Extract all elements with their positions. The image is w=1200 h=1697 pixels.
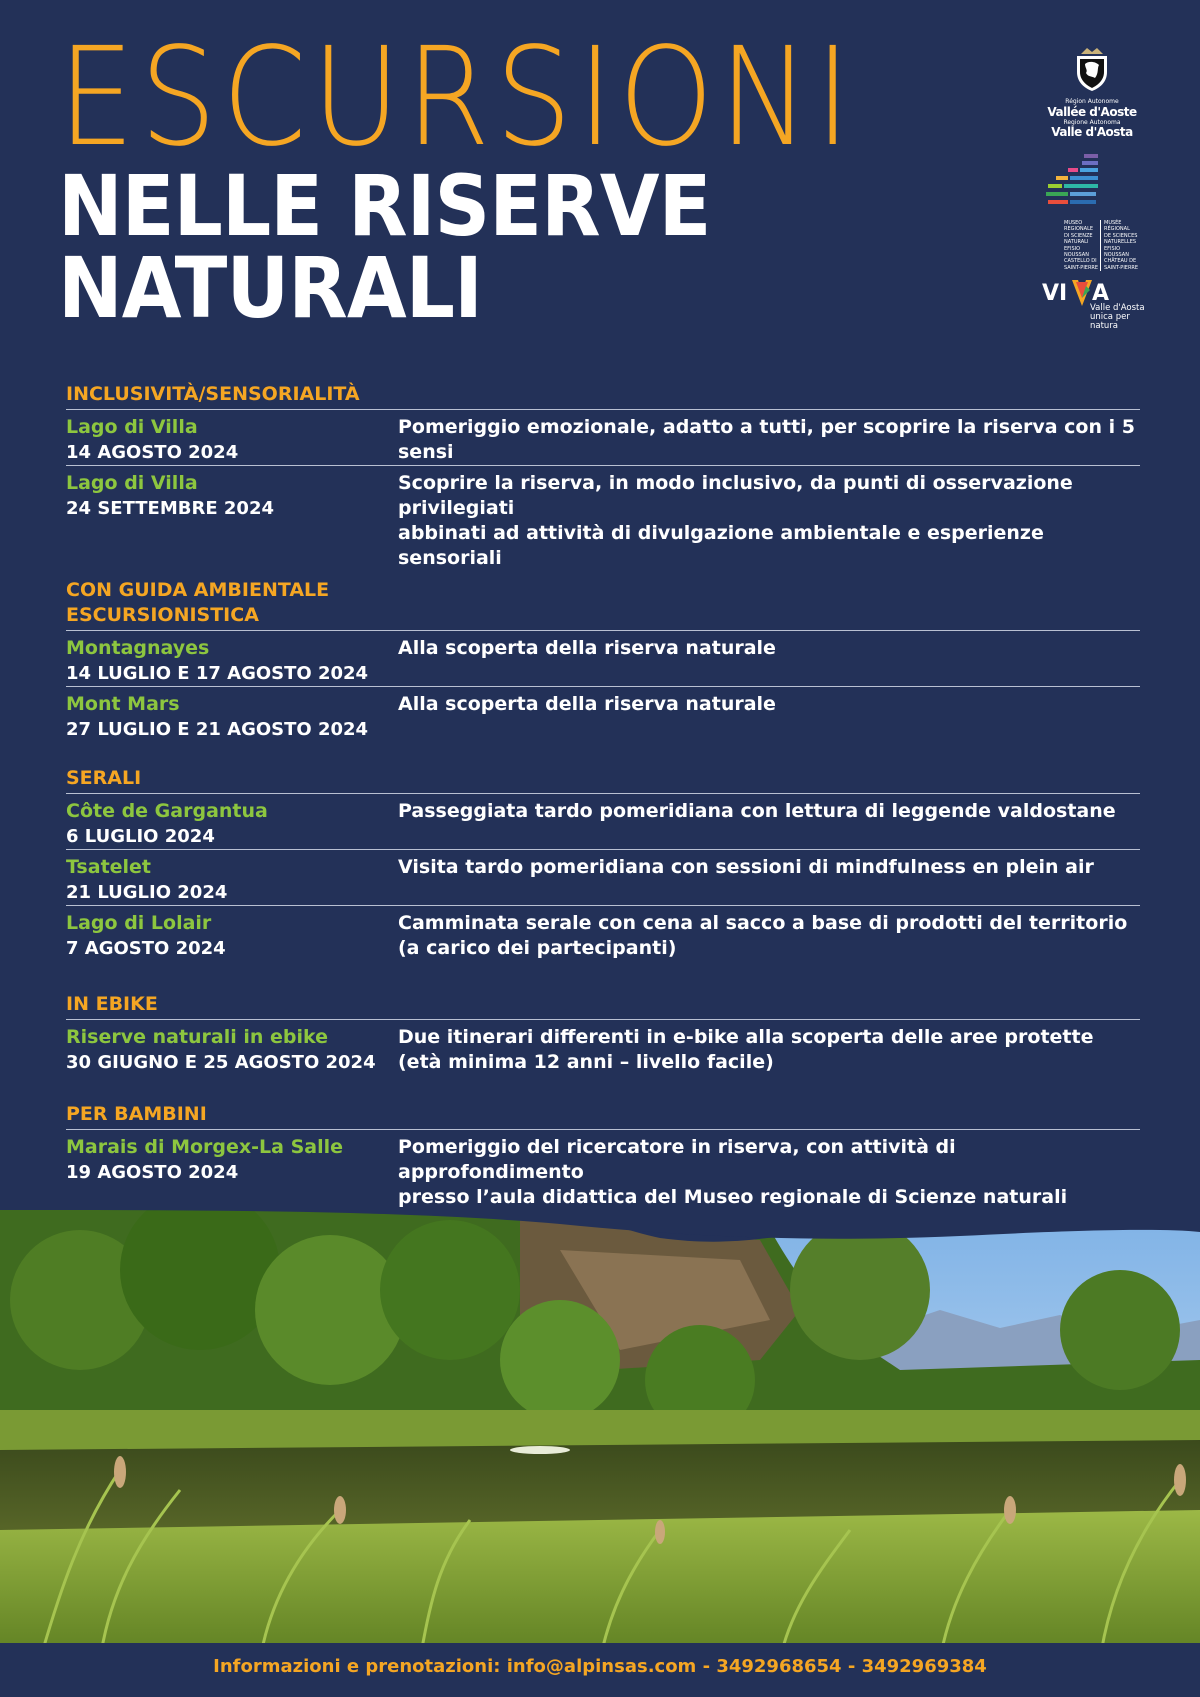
museum-text <box>1064 220 1146 271</box>
museum-fr-8: SAINT-PIERRE <box>1104 264 1139 271</box>
entry-date: 6 LUGLIO 2024 <box>66 826 215 847</box>
list-item <box>66 1129 1140 1210</box>
entry-date: 27 LUGLIO E 21 AGOSTO 2024 <box>66 719 369 740</box>
entry-description-line: Due itinerari differenti in e-bike alla scoperta delle aree protette <box>398 1026 1094 1048</box>
region-logo <box>1046 46 1138 139</box>
list-item <box>66 849 1140 905</box>
entry-description-line: Passeggiata tardo pomeridiana con lettura di leggende valdostane <box>398 800 1116 822</box>
entry-description <box>398 1025 1140 1075</box>
section-title <box>66 574 1140 630</box>
entry-date: 21 LUGLIO 2024 <box>66 882 228 903</box>
list-item <box>66 686 1140 742</box>
entry-place: Mont Mars <box>66 693 180 715</box>
section-guida-ambientale <box>66 574 1140 762</box>
entry-place: Riserve naturali in ebike <box>66 1026 329 1048</box>
museum-it-4: NATURALI <box>1064 239 1089 246</box>
region-line-2: Vallée d'Aoste <box>1047 105 1137 119</box>
museum-fr-6: NOUSSAN <box>1104 252 1129 259</box>
viva-logo <box>1042 276 1152 330</box>
museum-fr-1: MUSÉE <box>1104 220 1122 226</box>
list-item <box>66 409 1140 465</box>
entry-date: 14 AGOSTO 2024 <box>66 442 239 463</box>
museum-fr-4: NATURELLES <box>1104 239 1137 246</box>
list-item <box>66 1019 1140 1075</box>
entry-description-line: Camminata serale con cena al sacco a base di prodotti del territorio <box>398 912 1128 934</box>
entry-place: Lago di Villa <box>66 416 198 438</box>
list-item <box>66 905 1140 961</box>
museum-it-8: SAINT-PIERRE <box>1064 264 1099 271</box>
viva-line-2: unica per natura <box>1090 312 1130 331</box>
list-item <box>66 465 1140 571</box>
section-serali <box>66 762 1140 988</box>
entry-date: 24 SETTEMBRE 2024 <box>66 498 274 519</box>
museum-fr-3: DE SCIENCES <box>1104 232 1138 239</box>
footer-contact: Informazioni e prenotazioni: info@alpinsas.com - 3492968654 - 3492969384 <box>0 1643 1200 1697</box>
entry-description-line: presso l’aula didattica del Museo regionale di Scienze naturali <box>398 1186 1068 1208</box>
viva-line-1: Valle d'Aosta <box>1090 303 1145 313</box>
museum-it-3: DI SCIENZE <box>1064 232 1093 239</box>
museum-it-1: MUSEO <box>1064 220 1083 226</box>
museum-logo <box>1046 154 1146 271</box>
entry-description-line: Alla scoperta della riserva naturale <box>398 693 776 715</box>
museum-it-2: REGIONALE <box>1064 226 1094 233</box>
museum-fr-2: RÉGIONAL <box>1104 226 1130 233</box>
svg-text:A: A <box>1092 281 1110 306</box>
list-item <box>66 793 1140 849</box>
entry-place: Tsatelet <box>66 856 152 878</box>
entry-description <box>398 855 1140 905</box>
entry-description-line: (a carico dei partecipanti) <box>398 937 677 959</box>
entry-description-line: Scoprire la riserva, in modo inclusivo, da punti di osservazione privilegiati <box>398 472 1073 519</box>
entry-description <box>398 636 1140 686</box>
region-line-3: Regione Autonoma <box>1063 119 1121 126</box>
entry-description-line: Visita tardo pomeridiana con sessioni di mindfulness en plein air <box>398 856 1094 878</box>
title-sub <box>58 157 767 337</box>
entry-description <box>398 415 1140 465</box>
museum-fr-7: CHÂTEAU DE <box>1104 258 1137 265</box>
museum-it-7: CASTELLO DI <box>1064 258 1097 265</box>
region-line-4: Valle d'Aosta <box>1051 125 1133 139</box>
entry-description <box>398 692 1140 742</box>
entry-description-line: Alla scoperta della riserva naturale <box>398 637 776 659</box>
entry-description <box>398 471 1140 571</box>
museum-bars-icon <box>1046 154 1106 210</box>
section-title: PER BAMBINI <box>66 1103 207 1125</box>
section-title-line-2: ESCURSIONISTICA <box>66 604 259 626</box>
section-title: SERALI <box>66 767 142 789</box>
list-item <box>66 630 1140 686</box>
entry-description <box>398 911 1140 961</box>
entry-place: Lago di Lolair <box>66 912 212 934</box>
section-title: INCLUSIVITÀ/SENSORIALITÀ <box>66 383 360 405</box>
entry-date: 7 AGOSTO 2024 <box>66 938 226 959</box>
lake-landscape-photo <box>0 1210 1200 1660</box>
title-sub-line-1: NELLE RISERVE <box>58 157 711 255</box>
museum-col-fr <box>1100 220 1140 271</box>
region-line-1: Région Autonome <box>1065 98 1119 105</box>
section-title: IN EBIKE <box>66 993 158 1015</box>
title-sub-line-2: NATURALI <box>58 239 482 337</box>
entry-date: 30 GIUGNO E 25 AGOSTO 2024 <box>66 1052 376 1073</box>
entry-place: Lago di Villa <box>66 472 198 494</box>
museum-col-it <box>1064 220 1100 271</box>
entry-place: Côte de Gargantua <box>66 800 268 822</box>
title-main: ESCURSIONI <box>58 19 856 177</box>
entry-place: Marais di Morgex-La Salle <box>66 1136 344 1158</box>
entry-description <box>398 799 1140 849</box>
entry-description-line: (età minima 12 anni – livello facile) <box>398 1051 774 1073</box>
entry-description <box>398 1135 1140 1210</box>
svg-text:VI: VI <box>1042 281 1068 306</box>
coat-of-arms-icon <box>1073 46 1111 92</box>
entry-description-line: Pomeriggio del ricercatore in riserva, con attività di approfondimento <box>398 1136 956 1183</box>
viva-subtext <box>1090 304 1152 331</box>
museum-it-5: EFISIO <box>1064 245 1081 252</box>
entry-date: 14 LUGLIO E 17 AGOSTO 2024 <box>66 663 369 684</box>
section-title-line-1: CON GUIDA AMBIENTALE <box>66 579 330 601</box>
program-list <box>66 378 1140 1210</box>
section-inclusivita <box>66 378 1140 574</box>
entry-description-line: Pomeriggio emozionale, adatto a tutti, per scoprire la riserva con i 5 sensi <box>398 416 1135 463</box>
section-ebike <box>66 988 1140 1098</box>
entry-date: 19 AGOSTO 2024 <box>66 1162 239 1183</box>
entry-place: Montagnayes <box>66 637 210 659</box>
museum-fr-5: EFISIO <box>1104 245 1121 252</box>
entry-description-line: abbinati ad attività di divulgazione ambientale e esperienze sensoriali <box>398 522 1044 569</box>
museum-it-6: NOUSSAN <box>1064 252 1089 259</box>
section-bambini <box>66 1098 1140 1210</box>
